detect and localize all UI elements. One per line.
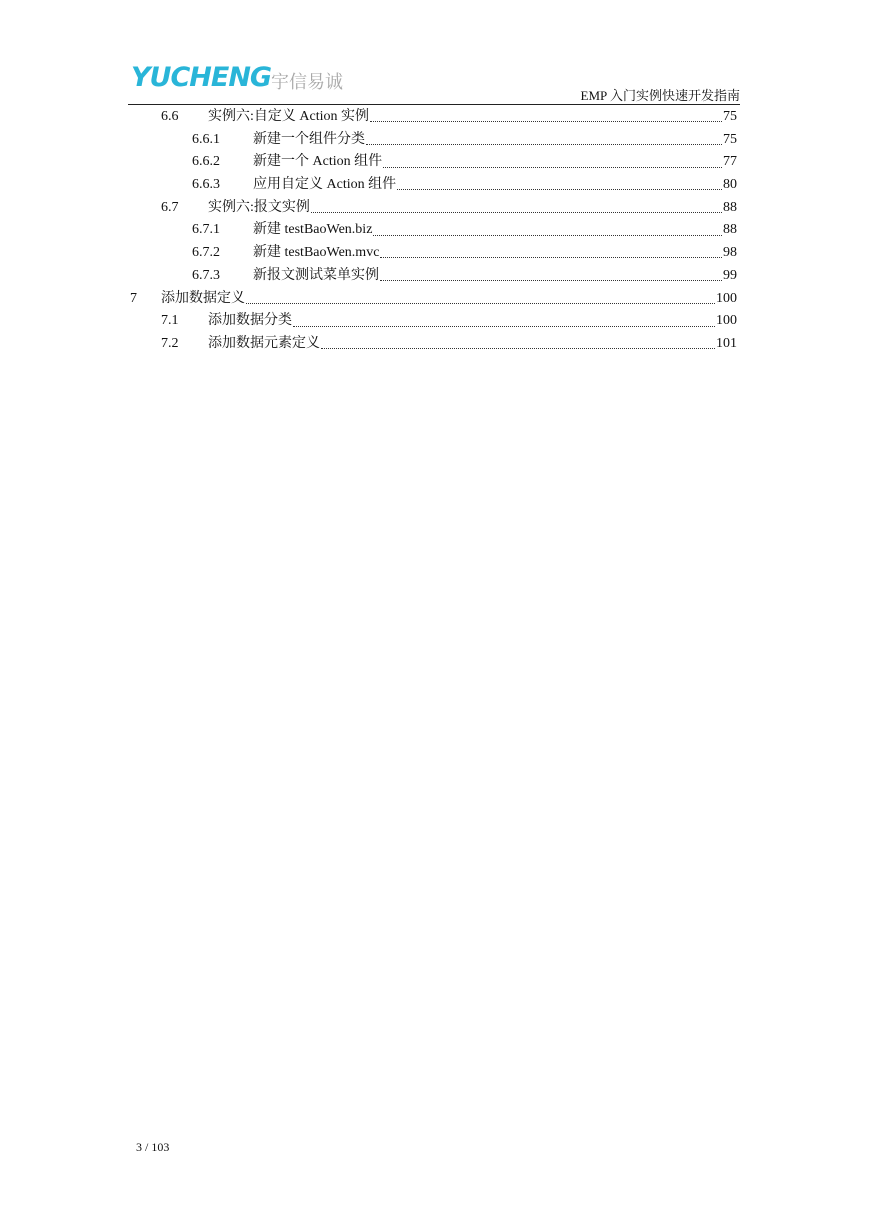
toc-entry-title: 应用自定义 Action 组件 (253, 177, 397, 193)
dot-leader (380, 279, 722, 281)
toc-entry-page: 99 (723, 267, 737, 283)
toc-entry[interactable] (130, 265, 737, 288)
document-title: EMP 入门实例快速开发指南 (580, 88, 740, 103)
toc-entry[interactable] (130, 219, 737, 242)
toc-entry-page: 98 (723, 245, 737, 261)
logo-chinese-name: 宇信易诚 (271, 72, 343, 93)
toc-entry[interactable] (130, 333, 737, 356)
toc-entry-number: 6.7.1 (192, 222, 220, 238)
toc-entry-number: 7.1 (161, 313, 179, 329)
toc-entry-number: 7 (130, 290, 137, 306)
toc-entry-page: 100 (716, 290, 737, 306)
toc-entry-number: 6.6.1 (192, 131, 220, 147)
dot-leader (397, 188, 722, 190)
toc-entry-page: 75 (723, 109, 737, 124)
toc-entry-number: 6.7.2 (192, 245, 220, 261)
toc-entry-page: 88 (723, 199, 737, 215)
toc-entry-title: 新建一个 Action 组件 (253, 154, 383, 170)
dot-leader (370, 120, 722, 122)
dot-leader (311, 211, 722, 213)
toc-entry-title: 新建 testBaoWen.biz (253, 222, 373, 238)
dot-leader (366, 143, 722, 145)
table-of-contents (130, 106, 737, 356)
toc-entry[interactable] (130, 310, 737, 333)
toc-entry-title: 新建 testBaoWen.mvc (253, 245, 380, 261)
toc-entry-page: 101 (716, 335, 737, 351)
page-number: 3 / 103 (136, 1140, 170, 1154)
toc-entry-number: 6.6 (161, 109, 179, 124)
toc-entry-number: 6.7 (161, 199, 179, 215)
toc-entry[interactable] (130, 151, 737, 174)
toc-entry[interactable] (130, 106, 737, 129)
toc-entry-number: 6.7.3 (192, 267, 220, 283)
toc-entry-title: 添加数据分类 (208, 313, 292, 329)
toc-entry-page: 75 (723, 131, 737, 147)
toc-entry-page: 80 (723, 177, 737, 193)
toc-entry-number: 6.6.2 (192, 154, 220, 170)
dot-leader (293, 325, 715, 327)
dot-leader (321, 347, 715, 349)
dot-leader (246, 302, 715, 304)
toc-entry-number: 6.6.3 (192, 177, 220, 193)
dot-leader (380, 256, 722, 258)
toc-entry-title: 添加数据定义 (161, 290, 245, 306)
toc-entry-page: 100 (716, 313, 737, 329)
header-divider (128, 104, 740, 105)
toc-entry-page: 77 (723, 154, 737, 170)
dot-leader (373, 234, 722, 236)
toc-entry[interactable] (130, 174, 737, 197)
toc-entry[interactable] (130, 288, 737, 311)
toc-entry[interactable] (130, 129, 737, 152)
toc-entry-number: 7.2 (161, 335, 179, 351)
toc-entry[interactable] (130, 197, 737, 220)
toc-entry[interactable] (130, 242, 737, 265)
toc-entry-title: 实例六:报文实例 (208, 199, 310, 215)
dot-leader (383, 166, 722, 168)
toc-entry-title: 新报文测试菜单实例 (253, 267, 379, 283)
toc-entry-title: 添加数据元素定义 (208, 335, 320, 351)
logo-wordmark: YUCHENG (131, 62, 272, 93)
toc-entry-title: 新建一个组件分类 (253, 131, 365, 147)
toc-entry-page: 88 (723, 222, 737, 238)
toc-entry-title: 实例六:自定义 Action 实例 (208, 109, 369, 124)
